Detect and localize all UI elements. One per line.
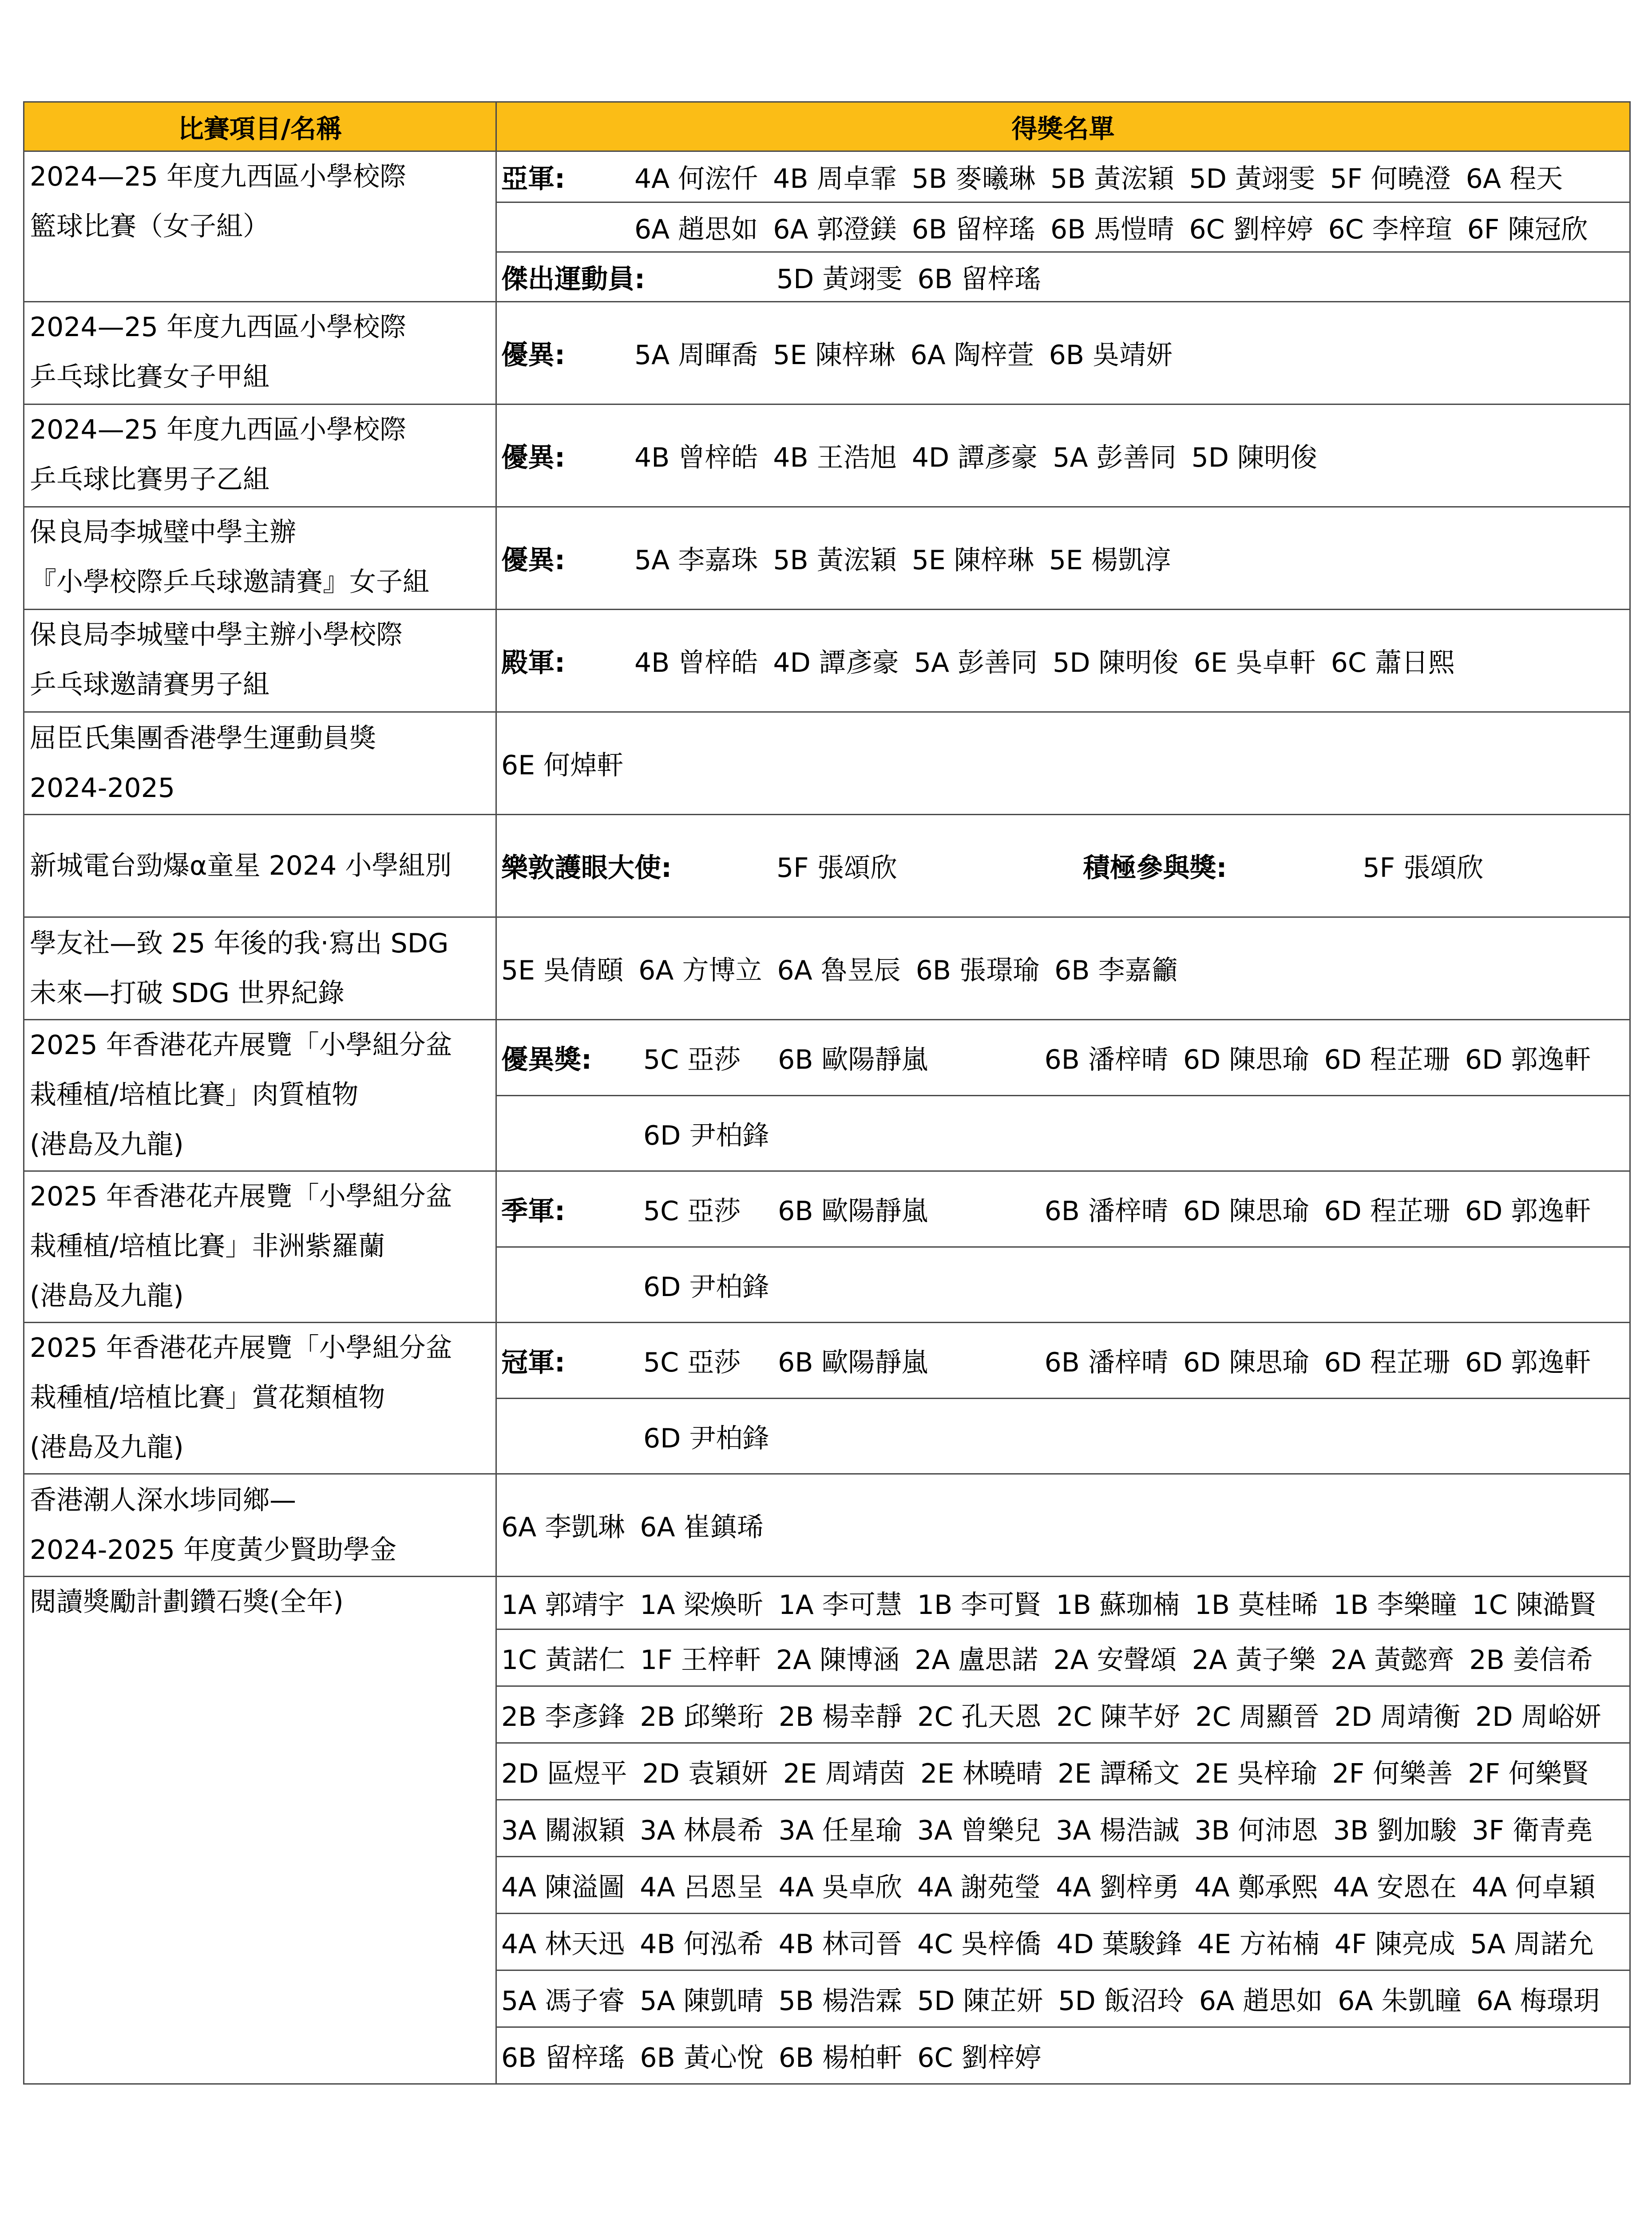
winners-line	[497, 918, 1629, 1019]
awards-body	[24, 151, 1630, 2084]
student-name: 6A 魯昱辰	[777, 955, 901, 986]
competition-name-line: 香港潮人深水埗同鄉—	[30, 1485, 296, 1516]
competition-name	[24, 1171, 496, 1323]
student-name: 6C 李梓瑄	[1328, 214, 1452, 245]
student-name: 4A 鄭承熙	[1194, 1871, 1318, 1903]
winners-line	[497, 1742, 1629, 1799]
student-name: 6C 劉梓婷	[1189, 214, 1313, 245]
competition-name-line: 2024—25 年度九西區小學校際	[30, 161, 407, 192]
competition-name	[24, 404, 496, 507]
winners-line	[497, 1398, 1629, 1473]
competition-name-line: 保良局李城璧中學主辦小學校際	[30, 619, 403, 650]
winners-line	[497, 302, 1629, 404]
winners-line	[497, 1020, 1629, 1095]
student-name: 5B 楊浩霖	[778, 1985, 903, 2017]
competition-name-line: 栽種植/培植比賽」非洲紫羅蘭	[30, 1231, 385, 1262]
award-label: 樂敦護眼大使:	[501, 852, 672, 884]
student-name: 6B 歐陽靜嵐	[778, 1347, 928, 1378]
student-name: 6B 潘梓晴	[1044, 1347, 1168, 1378]
student-name: 5D 黃翊雯	[776, 263, 903, 295]
student-name: 3F 衛青堯	[1472, 1815, 1593, 1846]
student-name: 6B 張璟瑜	[915, 955, 1040, 986]
winners-line	[497, 1970, 1629, 2026]
student-name: 2A 黃子樂	[1192, 1644, 1316, 1676]
competition-name-line: 栽種植/培植比賽」肉質植物	[30, 1079, 359, 1110]
student-name: 2B 姜信希	[1469, 1644, 1593, 1676]
student-name: 5A 彭善同	[1053, 442, 1177, 473]
student-name: 6C 劉梓婷	[917, 2042, 1042, 2073]
winners-cell	[496, 1474, 1630, 1577]
student-name: 6D 程芷珊	[1324, 1347, 1450, 1378]
student-name: 6B 潘梓晴	[1044, 1196, 1168, 1227]
student-name: 2C 孔天恩	[917, 1701, 1042, 1732]
award-row	[24, 151, 1630, 302]
student-name: 6B 歐陽靜嵐	[778, 1196, 928, 1227]
student-name: 6A 方博立	[638, 955, 762, 986]
winners-cell	[496, 712, 1630, 815]
award-row	[24, 1171, 1630, 1323]
competition-name-line: 新城電台勁爆α童星 2024 小學組別	[30, 850, 452, 881]
competition-name-line: 乒乓球比賽男子乙組	[30, 464, 269, 495]
competition-name-line: 乒乓球邀請賽男子組	[30, 669, 269, 700]
winners-cell	[496, 917, 1630, 1020]
competition-name-line: 2025 年香港花卉展覽「小學組分盆	[30, 1332, 452, 1364]
student-name: 5F 何曉澄	[1330, 163, 1451, 194]
student-name: 4D 譚彥豪	[773, 647, 899, 678]
student-name: 5C 亞莎	[643, 1196, 741, 1227]
winners-cell	[496, 507, 1630, 610]
competition-name-line: 籃球比賽（女子組）	[30, 211, 269, 242]
student-name: 4D 葉駿鋒	[1056, 1928, 1182, 1960]
student-name: 2B 李彥鋒	[501, 1701, 625, 1732]
student-name: 5D 飯沼玲	[1058, 1985, 1184, 2017]
winners-cell	[496, 1171, 1630, 1323]
winners-cell	[496, 151, 1630, 302]
competition-name-line: 2024-2025	[30, 773, 175, 804]
competition-name	[24, 1323, 496, 1474]
student-name: 1B 莫桂晞	[1194, 1590, 1319, 1621]
award-row	[24, 302, 1630, 404]
student-name: 6D 陳思瑜	[1183, 1347, 1309, 1378]
student-name: 6F 陳冠欣	[1467, 214, 1588, 245]
student-name: 2A 黃懿齊	[1331, 1644, 1454, 1676]
student-name: 4A 劉梓勇	[1056, 1871, 1180, 1903]
competition-name-line: 保良局李城璧中學主辦	[30, 517, 296, 548]
student-name: 6A 梅璟玥	[1476, 1985, 1600, 2017]
student-name: 4A 林天迅	[501, 1928, 625, 1960]
award-row	[24, 610, 1630, 712]
award-label: 積極參與獎:	[1083, 852, 1227, 884]
student-name: 6B 黃心悅	[640, 2042, 764, 2073]
winners-line	[497, 405, 1629, 506]
student-name: 5F 張頌欣	[1363, 852, 1484, 884]
student-name: 5D 陳明俊	[1053, 647, 1179, 678]
header-names: 得獎名單	[496, 102, 1630, 151]
student-name: 6D 尹柏鋒	[643, 1120, 769, 1151]
student-name: 5A 周暉喬	[634, 340, 758, 371]
winners-line	[497, 610, 1629, 711]
student-name: 2F 何樂善	[1332, 1758, 1453, 1789]
student-name: 1A 郭靖宇	[501, 1590, 625, 1621]
winners-line	[497, 1685, 1629, 1742]
student-name: 2E 林曉晴	[920, 1758, 1043, 1789]
award-row	[24, 507, 1630, 610]
winners-line	[497, 2026, 1629, 2083]
student-name: 6E 吳卓軒	[1193, 647, 1316, 678]
student-name: 5A 馮子睿	[501, 1985, 625, 2017]
student-name: 3A 楊浩誠	[1056, 1815, 1180, 1846]
student-name: 5B 麥曦琳	[911, 163, 1036, 194]
header-row	[24, 102, 1630, 151]
student-name: 4A 呂恩呈	[640, 1871, 764, 1903]
award-row	[24, 1323, 1630, 1474]
winners-line	[497, 1799, 1629, 1856]
winners-cell	[496, 1323, 1630, 1474]
student-name: 2D 周靖衡	[1334, 1701, 1461, 1732]
competition-name	[24, 151, 496, 302]
competition-name-line: 『小學校際乒乓球邀請賽』女子組	[30, 567, 429, 598]
competition-name	[24, 815, 496, 917]
award-label: 季軍:	[501, 1196, 565, 1227]
student-name: 4A 陳溢圖	[501, 1871, 625, 1903]
student-name: 4C 吳梓僑	[917, 1928, 1042, 1960]
competition-name-line: (港島及九龍)	[30, 1129, 184, 1160]
competition-name-line: 2024—25 年度九西區小學校際	[30, 414, 407, 445]
student-name: 4A 何浤仟	[634, 163, 758, 194]
student-name: 6D 尹柏鋒	[643, 1271, 769, 1303]
winners-line	[497, 202, 1629, 251]
award-label: 冠軍:	[501, 1347, 565, 1378]
student-name: 6B 李嘉籲	[1054, 955, 1178, 986]
student-name: 6D 陳思瑜	[1183, 1044, 1309, 1075]
award-row	[24, 1577, 1630, 2084]
competition-name-line: 學友社—致 25 年後的我‧寫出 SDG	[30, 928, 449, 959]
competition-name	[24, 712, 496, 815]
student-name: 4A 何卓穎	[1472, 1871, 1596, 1903]
competition-name-line: 未來—打破 SDG 世界紀錄	[30, 978, 345, 1009]
award-row	[24, 1020, 1630, 1171]
student-name: 5D 黃翊雯	[1189, 163, 1315, 194]
winners-line	[497, 1475, 1629, 1576]
student-name: 1B 蘇珈楠	[1056, 1590, 1180, 1621]
student-name: 6D 郭逸軒	[1465, 1044, 1591, 1075]
student-name: 2D 區煜平	[501, 1758, 627, 1789]
winners-line	[497, 152, 1629, 202]
student-name: 5B 黃浤穎	[1050, 163, 1174, 194]
winners-line	[497, 1856, 1629, 1913]
student-name: 6D 陳思瑜	[1183, 1196, 1309, 1227]
student-name: 4B 林司晉	[778, 1928, 903, 1960]
student-name: 3A 曾樂兒	[917, 1815, 1041, 1846]
student-name: 6B 馬愷晴	[1050, 214, 1174, 245]
student-name: 6B 潘梓晴	[1044, 1044, 1168, 1075]
student-name: 5F 張頌欣	[776, 852, 897, 884]
award-label: 優異獎:	[501, 1044, 592, 1075]
student-name: 5A 陳凱晴	[640, 1985, 764, 2017]
student-name: 6D 郭逸軒	[1465, 1196, 1591, 1227]
student-name: 5E 陳梓琳	[911, 545, 1034, 576]
student-name: 6A 程天	[1466, 163, 1563, 194]
award-label: 優異:	[501, 545, 565, 576]
competition-name	[24, 302, 496, 404]
student-name: 6B 留梓瑤	[911, 214, 1036, 245]
award-row	[24, 404, 1630, 507]
student-name: 4B 周卓霏	[773, 163, 897, 194]
student-name: 4A 安恩在	[1333, 1871, 1457, 1903]
winners-cell	[496, 1020, 1630, 1171]
student-name: 2B 楊幸靜	[778, 1701, 903, 1732]
competition-name	[24, 610, 496, 712]
winners-cell	[496, 302, 1630, 404]
student-name: 5E 陳梓琳	[773, 340, 895, 371]
student-name: 2B 邱樂珩	[640, 1701, 764, 1732]
competition-name-line: 屈臣氏集團香港學生運動員獎	[30, 723, 376, 754]
competition-name-line: 閱讀獎勵計劃鑽石獎(全年)	[30, 1586, 344, 1617]
student-name: 1B 李可賢	[917, 1590, 1041, 1621]
winners-line	[497, 507, 1629, 609]
student-name: 5A 彭善同	[914, 647, 1038, 678]
student-name: 6D 程芷珊	[1324, 1196, 1450, 1227]
competition-name	[24, 507, 496, 610]
student-name: 5C 亞莎	[643, 1347, 741, 1378]
winners-line	[497, 1629, 1629, 1685]
student-name: 6B 留梓瑤	[917, 263, 1041, 295]
winners-line	[497, 251, 1629, 301]
student-name: 6B 留梓瑤	[501, 2042, 625, 2073]
student-name: 3A 關淑穎	[501, 1815, 625, 1846]
student-name: 5A 李嘉珠	[634, 545, 758, 576]
winners-line	[497, 1172, 1629, 1246]
award-row	[24, 815, 1630, 917]
student-name: 6B 楊柏軒	[778, 2042, 903, 2073]
winners-line	[497, 815, 1629, 916]
competition-name-line: 2025 年香港花卉展覽「小學組分盆	[30, 1030, 452, 1061]
winners-line	[497, 1095, 1629, 1170]
student-name: 4B 王浩旭	[773, 442, 897, 473]
student-name: 4E 方祐楠	[1197, 1928, 1319, 1960]
student-name: 5A 周諾允	[1470, 1928, 1594, 1960]
header-item: 比賽項目/名稱	[24, 102, 496, 151]
student-name: 6A 郭澄鎂	[773, 214, 897, 245]
winners-line	[497, 1913, 1629, 1970]
student-name: 1A 李可慧	[778, 1590, 902, 1621]
student-name: 4B 何泓希	[640, 1928, 764, 1960]
winners-cell	[496, 815, 1630, 917]
student-name: 6B 歐陽靜嵐	[778, 1044, 928, 1075]
student-name: 6A 崔鎮琋	[640, 1512, 764, 1543]
student-name: 6D 程芷珊	[1324, 1044, 1450, 1075]
award-label: 亞軍:	[501, 163, 565, 194]
award-row	[24, 1474, 1630, 1577]
award-label: 殿軍:	[501, 647, 565, 678]
award-row	[24, 917, 1630, 1020]
student-name: 1C 陳澔賢	[1472, 1590, 1596, 1621]
student-name: 4A 吳卓欣	[778, 1871, 902, 1903]
student-name: 5D 陳明俊	[1191, 442, 1318, 473]
student-name: 6A 朱凱瞳	[1338, 1985, 1462, 2017]
student-name: 6B 吳靖妍	[1049, 340, 1173, 371]
student-name: 3A 林晨希	[640, 1815, 764, 1846]
winners-cell	[496, 1577, 1630, 2084]
competition-name-line: 2025 年香港花卉展覽「小學組分盆	[30, 1181, 452, 1212]
student-name: 2F 何樂賢	[1468, 1758, 1589, 1789]
competition-name-line: (港島及九龍)	[30, 1280, 184, 1312]
student-name: 2D 周峪妍	[1475, 1701, 1601, 1732]
award-label: 優異:	[501, 442, 565, 473]
competition-name	[24, 1577, 496, 2084]
student-name: 2A 安聲頌	[1053, 1644, 1177, 1676]
competition-name-line: 乒乓球比賽女子甲組	[30, 361, 269, 392]
student-name: 3B 劉加駿	[1333, 1815, 1457, 1846]
competition-name	[24, 1474, 496, 1577]
student-name: 5E 楊凱淳	[1049, 545, 1172, 576]
student-name: 1C 黃諾仁	[501, 1644, 626, 1676]
student-name: 3A 任星瑜	[778, 1815, 902, 1846]
student-name: 4A 謝苑瑩	[917, 1871, 1041, 1903]
student-name: 2A 盧思諾	[915, 1644, 1038, 1676]
student-name: 6D 尹柏鋒	[643, 1423, 769, 1454]
student-name: 2D 袁穎妍	[642, 1758, 768, 1789]
competition-name-line: 2024—25 年度九西區小學校際	[30, 312, 407, 343]
student-name: 3B 何沛恩	[1194, 1815, 1318, 1846]
student-name: 4B 曾梓皓	[634, 647, 758, 678]
student-name: 2A 陳博涵	[776, 1644, 900, 1676]
student-name: 6D 郭逸軒	[1465, 1347, 1591, 1378]
competition-name	[24, 917, 496, 1020]
student-name: 4D 譚彥豪	[911, 442, 1038, 473]
student-name: 2C 陳芊妤	[1056, 1701, 1181, 1732]
award-row	[24, 712, 1630, 815]
winners-cell	[496, 610, 1630, 712]
student-name: 6A 李凱琳	[501, 1512, 625, 1543]
student-name: 1A 梁煥昕	[640, 1590, 764, 1621]
competition-name	[24, 1020, 496, 1171]
winners-line	[497, 1577, 1629, 1629]
award-label: 優異:	[501, 340, 565, 371]
student-name: 2E 吳梓瑜	[1195, 1758, 1317, 1789]
student-name: 4B 曾梓皓	[634, 442, 758, 473]
student-name: 5E 吳倩頤	[501, 955, 624, 986]
student-name: 6E 何焯軒	[501, 750, 624, 781]
awards-table	[23, 101, 1631, 2085]
student-name: 2E 譚稀文	[1058, 1758, 1180, 1789]
student-name: 6A 陶梓萱	[910, 340, 1034, 371]
student-name: 6A 趙思如	[634, 214, 758, 245]
winners-cell	[496, 404, 1630, 507]
competition-name-line: 2024-2025 年度黃少賢助學金	[30, 1534, 397, 1566]
student-name: 6C 蕭日熙	[1331, 647, 1455, 678]
student-name: 2E 周靖茵	[783, 1758, 906, 1789]
student-name: 4F 陳亮成	[1334, 1928, 1455, 1960]
student-name: 1B 李樂瞳	[1333, 1590, 1457, 1621]
award-label: 傑出運動員:	[501, 263, 645, 295]
student-name: 6A 趙思如	[1199, 1985, 1323, 2017]
student-name: 1F 王梓軒	[640, 1644, 761, 1676]
winners-line	[497, 1323, 1629, 1398]
competition-name-line: 栽種植/培植比賽」賞花類植物	[30, 1382, 385, 1413]
competition-name-line: (港島及九龍)	[30, 1432, 184, 1463]
student-name: 2C 周顯晉	[1195, 1701, 1319, 1732]
student-name: 5C 亞莎	[643, 1044, 741, 1075]
student-name: 5D 陳芷妍	[917, 1985, 1043, 2017]
winners-line	[497, 713, 1629, 814]
winners-line	[497, 1246, 1629, 1322]
student-name: 5B 黃浤穎	[773, 545, 897, 576]
